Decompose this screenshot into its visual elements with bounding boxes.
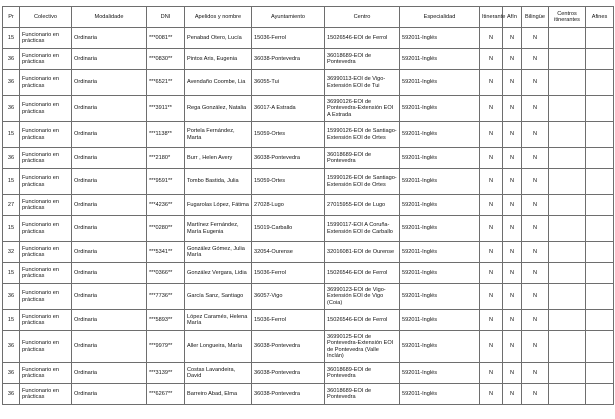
- cell-dni: ***9591**: [147, 169, 185, 195]
- cell-centro: 36018689-EOI de Pontevedra: [325, 363, 400, 384]
- cell-pr: 36: [3, 49, 20, 70]
- cell-bilingue: N: [522, 49, 549, 70]
- cell-afin: N: [503, 242, 522, 263]
- cell-bilingue: N: [522, 216, 549, 242]
- cell-colectivo: Funcionario en prácticas: [20, 169, 72, 195]
- cell-dni: ***7736**: [147, 284, 185, 310]
- cell-bilingue: N: [522, 310, 549, 331]
- cell-centros-itinerantes: [549, 148, 586, 169]
- cell-pr: 36: [3, 363, 20, 384]
- cell-afines: [586, 169, 614, 195]
- cell-afin: N: [503, 310, 522, 331]
- table-row: [3, 70, 614, 96]
- table-row: [3, 195, 614, 216]
- cell-dni: ***6521**: [147, 70, 185, 96]
- cell-afin: N: [503, 122, 522, 148]
- cell-centro: 36990123-EOI de Vigo-Extensión EOI de Vigo (Coia): [325, 284, 400, 310]
- cell-afines: [586, 96, 614, 122]
- cell-centro: 36018689-EOI de Pontevedra: [325, 49, 400, 70]
- cell-itinerante: N: [480, 70, 503, 96]
- cell-itinerante: N: [480, 216, 503, 242]
- cell-modalidade: Ordinaria: [72, 28, 147, 49]
- table-row: [3, 363, 614, 384]
- cell-centros-itinerantes: [549, 263, 586, 284]
- cell-dni: ***0280**: [147, 216, 185, 242]
- cell-itinerante: N: [480, 363, 503, 384]
- cell-colectivo: Funcionario en prácticas: [20, 28, 72, 49]
- cell-afin: N: [503, 96, 522, 122]
- cell-pr: 36: [3, 148, 20, 169]
- cell-modalidade: Ordinaria: [72, 216, 147, 242]
- cell-especialidade: 592011-Inglés: [400, 49, 480, 70]
- cell-modalidade: Ordinaria: [72, 49, 147, 70]
- cell-especialidade: 592011-Inglés: [400, 70, 480, 96]
- cell-colectivo: Funcionario en prácticas: [20, 284, 72, 310]
- cell-modalidade: Ordinaria: [72, 263, 147, 284]
- cell-dni: ***5341**: [147, 242, 185, 263]
- cell-centros-itinerantes: [549, 70, 586, 96]
- cell-dni: ***0830**: [147, 49, 185, 70]
- cell-nome: Penabad Otero, Lucía: [185, 28, 252, 49]
- cell-concello: 15059-Ortes: [252, 122, 325, 148]
- cell-bilingue: N: [522, 263, 549, 284]
- cell-modalidade: Ordinaria: [72, 242, 147, 263]
- cell-colectivo: Funcionario en prácticas: [20, 122, 72, 148]
- cell-bilingue: N: [522, 28, 549, 49]
- cell-centro: 15990117-EOI A Coruña-Extensión EOI de Carballo: [325, 216, 400, 242]
- table-row: [3, 49, 614, 70]
- cell-pr: 15: [3, 310, 20, 331]
- cell-centros-itinerantes: [549, 49, 586, 70]
- cell-afin: N: [503, 284, 522, 310]
- cell-colectivo: Funcionario en prácticas: [20, 363, 72, 384]
- table-row: [3, 242, 614, 263]
- cell-modalidade: Ordinaria: [72, 169, 147, 195]
- cell-centros-itinerantes: [549, 331, 586, 363]
- table-row: [3, 263, 614, 284]
- cell-nome: Rega González, Natalia: [185, 96, 252, 122]
- cell-concello: 36055-Tui: [252, 70, 325, 96]
- cell-concello: 15036-Ferrol: [252, 310, 325, 331]
- cell-afin: N: [503, 331, 522, 363]
- cell-colectivo: Funcionario en prácticas: [20, 384, 72, 405]
- cell-nome: Pintos Aris, Eugenia: [185, 49, 252, 70]
- cell-dni: ***0081**: [147, 28, 185, 49]
- cell-modalidade: Ordinaria: [72, 148, 147, 169]
- cell-modalidade: Ordinaria: [72, 310, 147, 331]
- cell-especialidade: 592011-Inglés: [400, 28, 480, 49]
- cell-bilingue: N: [522, 384, 549, 405]
- cell-especialidade: 592011-Inglés: [400, 195, 480, 216]
- cell-centros-itinerantes: [549, 384, 586, 405]
- cell-centros-itinerantes: [549, 242, 586, 263]
- cell-especialidade: 592011-Inglés: [400, 310, 480, 331]
- cell-nome: Barreiro Abad, Elma: [185, 384, 252, 405]
- table-row: [3, 310, 614, 331]
- table-row: [3, 169, 614, 195]
- cell-centro: 15026546-EOI de Ferrol: [325, 310, 400, 331]
- cell-centros-itinerantes: [549, 96, 586, 122]
- cell-centro: 36990126-EOI de Pontevedra-Extensión EOI A Estrada: [325, 96, 400, 122]
- cell-nome: Costas Lavandeira, David: [185, 363, 252, 384]
- cell-especialidade: 592011-Inglés: [400, 331, 480, 363]
- header-modalidade: Modalidade: [72, 7, 147, 28]
- cell-centro: 15990126-EOI de Santiago-Extensión EOI de Ortes: [325, 122, 400, 148]
- header-pr: Pr: [3, 7, 20, 28]
- cell-colectivo: Funcionario en prácticas: [20, 49, 72, 70]
- cell-centros-itinerantes: [549, 363, 586, 384]
- header-nome: Apelidos y nombre: [185, 7, 252, 28]
- cell-centros-itinerantes: [549, 122, 586, 148]
- cell-especialidade: 592011-Inglés: [400, 242, 480, 263]
- cell-centros-itinerantes: [549, 284, 586, 310]
- cell-especialidade: 592011-Inglés: [400, 96, 480, 122]
- cell-dni: ***9979**: [147, 331, 185, 363]
- cell-itinerante: N: [480, 148, 503, 169]
- cell-afin: N: [503, 28, 522, 49]
- cell-nome: Avendaño Coombe, Lia: [185, 70, 252, 96]
- cell-concello: 15036-Ferrol: [252, 28, 325, 49]
- cell-afines: [586, 70, 614, 96]
- cell-dni: ***1138**: [147, 122, 185, 148]
- cell-afines: [586, 122, 614, 148]
- table-row: [3, 28, 614, 49]
- cell-pr: 15: [3, 28, 20, 49]
- cell-bilingue: N: [522, 70, 549, 96]
- cell-concello: 32054-Ourense: [252, 242, 325, 263]
- cell-concello: 36038-Pontevedra: [252, 363, 325, 384]
- cell-nome: González Gómez, Julia María: [185, 242, 252, 263]
- cell-afines: [586, 284, 614, 310]
- cell-pr: 27: [3, 195, 20, 216]
- cell-centro: 15990126-EOI de Santiago-Extensión EOI de Ortes: [325, 169, 400, 195]
- cell-nome: González Vergara, Lidia: [185, 263, 252, 284]
- cell-especialidade: 592011-Inglés: [400, 263, 480, 284]
- cell-pr: 36: [3, 284, 20, 310]
- cell-concello: 36038-Pontevedra: [252, 148, 325, 169]
- cell-afines: [586, 310, 614, 331]
- cell-bilingue: N: [522, 363, 549, 384]
- cell-afines: [586, 216, 614, 242]
- cell-centros-itinerantes: [549, 216, 586, 242]
- cell-centro: 32016081-EOI de Ourense: [325, 242, 400, 263]
- cell-afin: N: [503, 363, 522, 384]
- cell-nome: López Caramés, Helena María: [185, 310, 252, 331]
- cell-itinerante: N: [480, 242, 503, 263]
- cell-afin: N: [503, 384, 522, 405]
- cell-itinerante: N: [480, 122, 503, 148]
- cell-colectivo: Funcionario en prácticas: [20, 148, 72, 169]
- cell-pr: 36: [3, 384, 20, 405]
- cell-especialidade: 592011-Inglés: [400, 122, 480, 148]
- header-bilingue: Bilingüe: [522, 7, 549, 28]
- cell-bilingue: N: [522, 96, 549, 122]
- cell-concello: 15019-Carballo: [252, 216, 325, 242]
- cell-modalidade: Ordinaria: [72, 122, 147, 148]
- header-centros-itinerantes: Centros itinerantes: [549, 7, 586, 28]
- cell-centro: 36018689-EOI de Pontevedra: [325, 384, 400, 405]
- cell-pr: 15: [3, 263, 20, 284]
- cell-afines: [586, 49, 614, 70]
- cell-colectivo: Funcionario en prácticas: [20, 310, 72, 331]
- cell-especialidade: 592011-Inglés: [400, 363, 480, 384]
- cell-concello: 36017-A Estrada: [252, 96, 325, 122]
- cell-concello: 36057-Vigo: [252, 284, 325, 310]
- header-colectivo: Colectivo: [20, 7, 72, 28]
- cell-concello: 27028-Lugo: [252, 195, 325, 216]
- cell-itinerante: N: [480, 284, 503, 310]
- cell-afines: [586, 148, 614, 169]
- cell-pr: 36: [3, 70, 20, 96]
- header-itinerante: Itinerante: [480, 7, 503, 28]
- table-row: [3, 96, 614, 122]
- cell-concello: 15036-Ferrol: [252, 263, 325, 284]
- cell-afin: N: [503, 195, 522, 216]
- cell-colectivo: Funcionario en prácticas: [20, 331, 72, 363]
- cell-centro: 15026546-EOI de Ferrol: [325, 263, 400, 284]
- cell-concello: 15059-Ortes: [252, 169, 325, 195]
- header-row: [3, 7, 614, 28]
- cell-itinerante: N: [480, 195, 503, 216]
- cell-itinerante: N: [480, 169, 503, 195]
- cell-afines: [586, 28, 614, 49]
- cell-afines: [586, 242, 614, 263]
- header-especialidade: Especialidad: [400, 7, 480, 28]
- cell-especialidade: 592011-Inglés: [400, 169, 480, 195]
- cell-bilingue: N: [522, 122, 549, 148]
- cell-colectivo: Funcionario en prácticas: [20, 70, 72, 96]
- cell-itinerante: N: [480, 331, 503, 363]
- cell-centro: 36990125-EOI de Pontevedra-Extensión EOI de Pontevedra (Valle Inclán): [325, 331, 400, 363]
- table-row: [3, 284, 614, 310]
- cell-nome: Martínez Fernández, María Eugenia: [185, 216, 252, 242]
- cell-centros-itinerantes: [549, 28, 586, 49]
- cell-modalidade: Ordinaria: [72, 284, 147, 310]
- cell-bilingue: N: [522, 148, 549, 169]
- cell-dni: ***4236**: [147, 195, 185, 216]
- cell-nome: Fugarolas López, Fátima: [185, 195, 252, 216]
- cell-concello: 36038-Pontevedra: [252, 49, 325, 70]
- cell-pr: 32: [3, 242, 20, 263]
- cell-concello: 36038-Pontevedra: [252, 331, 325, 363]
- table-row: [3, 148, 614, 169]
- cell-pr: 15: [3, 169, 20, 195]
- cell-centro: 15026546-EOI de Ferrol: [325, 28, 400, 49]
- cell-afines: [586, 363, 614, 384]
- cell-colectivo: Funcionario en prácticas: [20, 195, 72, 216]
- cell-pr: 15: [3, 216, 20, 242]
- cell-colectivo: Funcionario en prácticas: [20, 242, 72, 263]
- cell-nome: Tombo Bastida, Julia: [185, 169, 252, 195]
- cell-dni: ***6267**: [147, 384, 185, 405]
- cell-bilingue: N: [522, 242, 549, 263]
- cell-afin: N: [503, 169, 522, 195]
- cell-nome: Aller Longueira, María: [185, 331, 252, 363]
- cell-bilingue: N: [522, 331, 549, 363]
- assignments-table: [2, 6, 614, 405]
- cell-colectivo: Funcionario en prácticas: [20, 263, 72, 284]
- cell-itinerante: N: [480, 310, 503, 331]
- cell-nome: Burr , Helen Avery: [185, 148, 252, 169]
- cell-colectivo: Funcionario en prácticas: [20, 216, 72, 242]
- cell-modalidade: Ordinaria: [72, 96, 147, 122]
- cell-afines: [586, 384, 614, 405]
- cell-concello: 36038-Pontevedra: [252, 384, 325, 405]
- cell-bilingue: N: [522, 195, 549, 216]
- cell-centros-itinerantes: [549, 195, 586, 216]
- cell-afin: N: [503, 49, 522, 70]
- cell-centros-itinerantes: [549, 169, 586, 195]
- cell-especialidade: 592011-Inglés: [400, 384, 480, 405]
- cell-nome: García Sanz, Santiago: [185, 284, 252, 310]
- cell-pr: 36: [3, 96, 20, 122]
- header-afines: Afines: [586, 7, 614, 28]
- cell-afines: [586, 195, 614, 216]
- cell-afines: [586, 263, 614, 284]
- header-centro: Centro: [325, 7, 400, 28]
- cell-itinerante: N: [480, 384, 503, 405]
- cell-centro: 27015955-EOI de Lugo: [325, 195, 400, 216]
- cell-dni: ***2180*: [147, 148, 185, 169]
- cell-dni: ***0366**: [147, 263, 185, 284]
- cell-dni: ***3139**: [147, 363, 185, 384]
- table-row: [3, 331, 614, 363]
- cell-pr: 36: [3, 331, 20, 363]
- cell-afin: N: [503, 263, 522, 284]
- cell-especialidade: 592011-Inglés: [400, 216, 480, 242]
- cell-afin: N: [503, 70, 522, 96]
- table-row: [3, 384, 614, 405]
- cell-modalidade: Ordinaria: [72, 195, 147, 216]
- cell-especialidade: 592011-Inglés: [400, 148, 480, 169]
- cell-centros-itinerantes: [549, 310, 586, 331]
- cell-afines: [586, 331, 614, 363]
- cell-centro: 36990113-EOI de Vigo-Extensión EOI de Tui: [325, 70, 400, 96]
- cell-itinerante: N: [480, 263, 503, 284]
- cell-bilingue: N: [522, 169, 549, 195]
- cell-dni: ***5893**: [147, 310, 185, 331]
- header-afin: Afín: [503, 7, 522, 28]
- cell-centro: 36018689-EOI de Pontevedra: [325, 148, 400, 169]
- cell-especialidade: 592011-Inglés: [400, 284, 480, 310]
- cell-modalidade: Ordinaria: [72, 331, 147, 363]
- table-row: [3, 216, 614, 242]
- cell-bilingue: N: [522, 284, 549, 310]
- cell-pr: 15: [3, 122, 20, 148]
- table-row: [3, 122, 614, 148]
- cell-modalidade: Ordinaria: [72, 70, 147, 96]
- cell-dni: ***3911**: [147, 96, 185, 122]
- cell-colectivo: Funcionario en prácticas: [20, 96, 72, 122]
- cell-modalidade: Ordinaria: [72, 384, 147, 405]
- header-dni: DNI: [147, 7, 185, 28]
- cell-afin: N: [503, 216, 522, 242]
- cell-itinerante: N: [480, 49, 503, 70]
- cell-itinerante: N: [480, 28, 503, 49]
- cell-modalidade: Ordinaria: [72, 363, 147, 384]
- cell-nome: Portela Fernández, Marta: [185, 122, 252, 148]
- cell-afin: N: [503, 148, 522, 169]
- cell-itinerante: N: [480, 96, 503, 122]
- header-concello: Ayuntamiento: [252, 7, 325, 28]
